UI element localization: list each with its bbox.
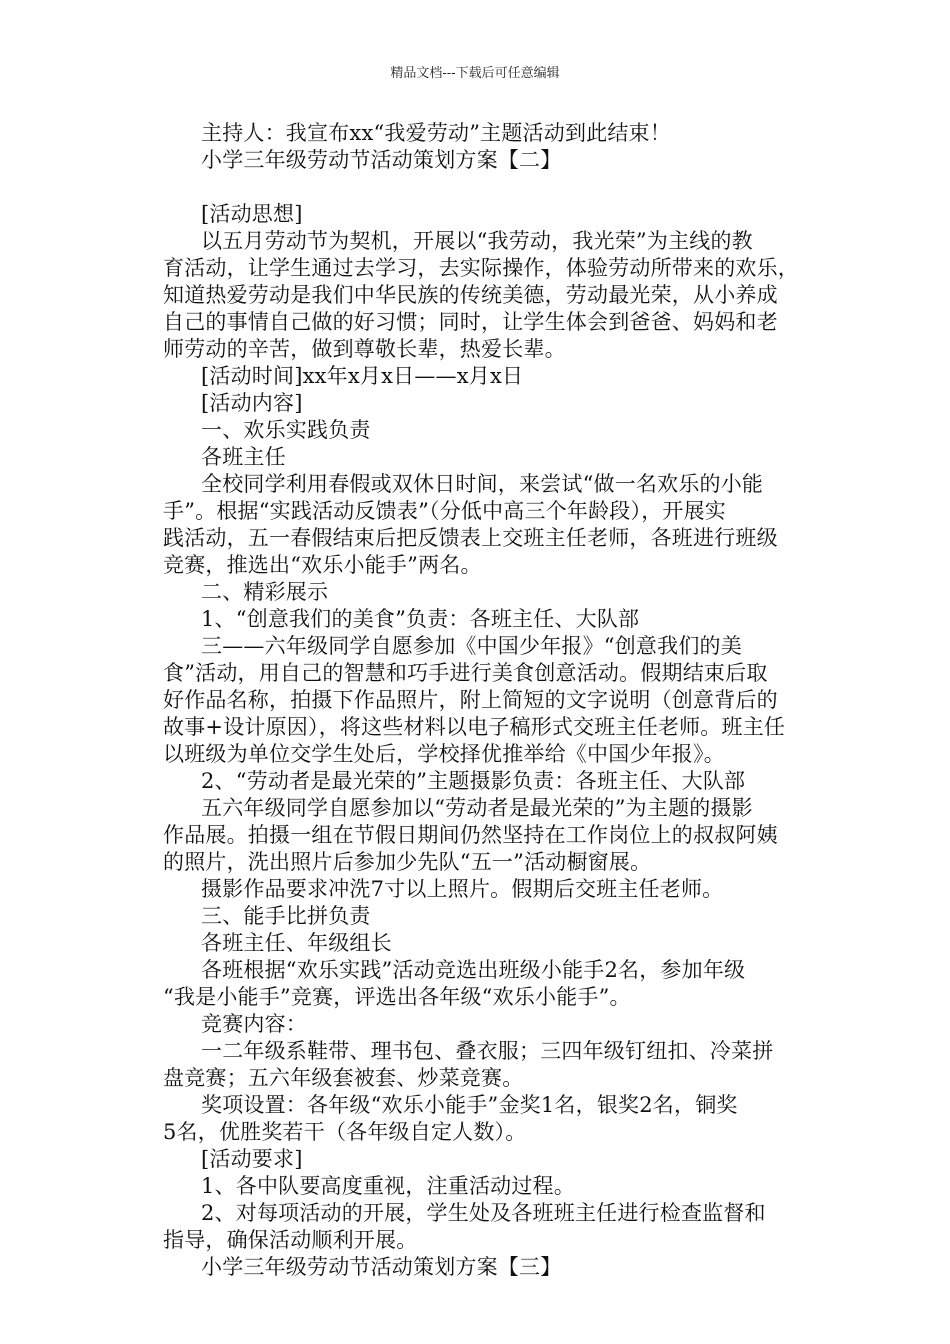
text-line: 竞赛，推选出“欢乐小能手”两名。	[163, 553, 482, 577]
text-line: 践活动，五一春假结束后把反馈表上交班主任老师，各班进行班级	[163, 526, 778, 550]
text-line: [活动内容]	[201, 391, 303, 415]
document-body	[163, 120, 813, 1281]
text-line: 一、欢乐实践负责	[201, 418, 371, 442]
text-line: 的照片，洗出照片后参加少先队“五一”活动橱窗展。	[163, 850, 652, 874]
text-line: 5名，优胜奖若干（各年级自定人数）。	[163, 1120, 527, 1144]
text-line: 各班主任	[201, 445, 286, 469]
text-line: 以五月劳动节为契机，开展以“我劳动，我光荣”为主线的教	[201, 229, 753, 253]
text-line: 全校同学利用春假或双休日时间，来尝试“做一名欢乐的小能	[201, 472, 764, 496]
text-line: 1、各中队要高度重视，注重活动过程。	[201, 1174, 575, 1198]
text-line: 各班主任、年级组长	[201, 931, 392, 955]
page-header: 精品文档---下载后可任意编辑	[390, 66, 560, 81]
text-line: 食”活动，用自己的智慧和巧手进行美食创意活动。假期结束后取	[163, 661, 768, 685]
text-line: 师劳动的辛苦，做到尊敬长辈，热爱长辈。	[163, 337, 566, 361]
text-line: [活动要求]	[201, 1147, 303, 1171]
text-line: 主持人：我宣布xx“我爱劳动”主题活动到此结束！	[201, 121, 671, 145]
text-line: 小学三年级劳动节活动策划方案【二】	[201, 148, 562, 172]
text-line: 1、“创意我们的美食”负责：各班主任、大队部	[201, 607, 640, 631]
text-line: 一二年级系鞋带、理书包、叠衣服；三四年级钉纽扣、冷菜拼	[201, 1039, 774, 1063]
text-line: 奖项设置：各年级“欢乐小能手”金奖1名，银奖2名，铜奖	[201, 1093, 738, 1117]
text-line: 知道热爱劳动是我们中华民族的传统美德，劳动最光荣，从小养成	[163, 283, 778, 307]
text-line: 2、对每项活动的开展，学生处及各班班主任进行检查监督和	[201, 1201, 766, 1225]
text-line: 摄影作品要求冲洗7寸以上照片。假期后交班主任老师。	[201, 877, 724, 901]
text-line: 自己的事情自己做的好习惯；同时，让学生体会到爸爸、妈妈和老	[163, 310, 778, 334]
text-line: 2、“劳动者是最光荣的”主题摄影负责：各班主任、大队部	[201, 769, 746, 793]
text-line: 各班根据“欢乐实践”活动竞选出班级小能手2名，参加年级	[201, 958, 746, 982]
text-line: 三——六年级同学自愿参加《中国少年报》“创意我们的美	[201, 634, 742, 658]
text-line: 故事+设计原因），将这些材料以电子稿形式交班主任老师。班主任	[163, 715, 786, 739]
text-line: 盘竞赛；五六年级套被套、炒菜竞赛。	[163, 1066, 524, 1090]
text-line: 育活动，让学生通过去学习，去实际操作，体验劳动所带来的欢乐，	[163, 256, 799, 280]
text-line: 三、能手比拼负责	[201, 904, 371, 928]
blank-line	[163, 174, 813, 201]
text-line: 以班级为单位交学生处后，学校择优推举给《中国少年报》。	[163, 742, 725, 766]
text-line: 好作品名称，拍摄下作品照片，附上简短的文字说明（创意背后的	[163, 688, 778, 712]
text-line: [活动时间]xx年x月x日——x月x日	[201, 364, 524, 388]
text-line: 五六年级同学自愿参加以“劳动者是最光荣的”为主题的摄影	[201, 796, 753, 820]
text-line: 二、精彩展示	[201, 580, 329, 604]
text-line: 指导，确保活动顺利开展。	[163, 1228, 418, 1252]
text-line: [活动思想]	[201, 202, 303, 226]
text-line: 作品展。拍摄一组在节假日期间仍然坚持在工作岗位上的叔叔阿姨	[163, 823, 778, 847]
text-line: 手”。根据“实践活动反馈表”（分低中高三个年龄段），开展实	[163, 499, 727, 523]
text-line: 小学三年级劳动节活动策划方案【三】	[201, 1255, 562, 1279]
text-line: “我是小能手”竞赛，评选出各年级“欢乐小能手”。	[163, 985, 631, 1009]
text-line: 竞赛内容：	[201, 1012, 307, 1036]
